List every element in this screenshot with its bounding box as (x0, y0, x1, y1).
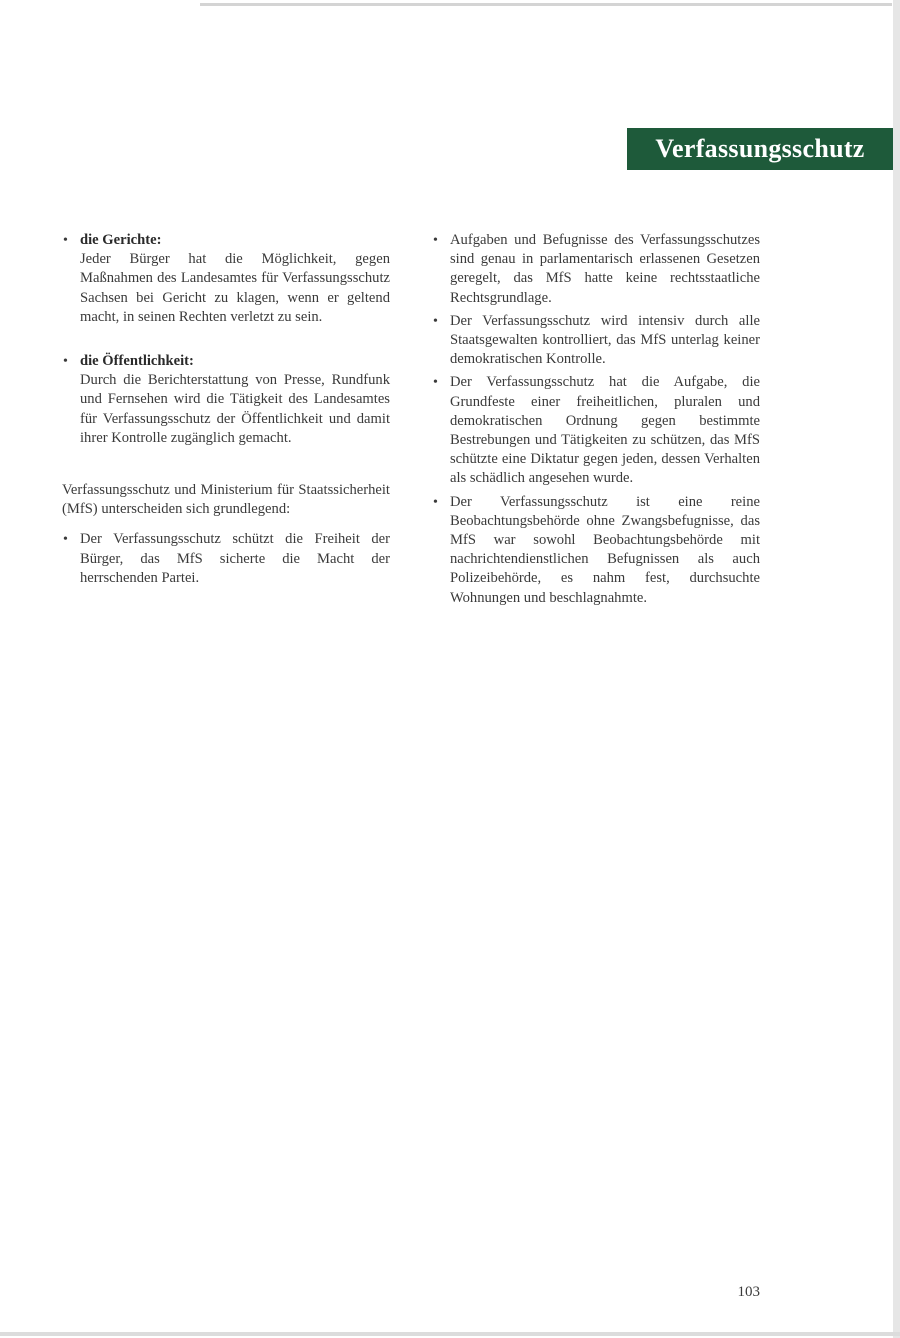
list-item (432, 231, 760, 308)
top-edge-rule (200, 3, 892, 6)
item-text: Der Verfassungsschutz schützt die Freiheit der Bürger, das MfS sicherte die Macht der herrschenden Partei. (80, 531, 390, 586)
item-text: Durch die Berichterstattung von Presse, Rundfunk und Fernsehen wird die Tätigkeit des Landesamtes für Verfassungsschutz der Öffentlichkeit und damit ihrer Kontrolle zugänglich gemacht. (80, 372, 390, 446)
bullet-icon: • (433, 313, 438, 329)
section-title-banner: Verfassungsschutz (627, 128, 893, 170)
list-item (432, 373, 760, 488)
comparison-intro: Verfassungsschutz und Ministerium für Staatssicherheit (MfS) unterscheiden sich grundlegend: (62, 482, 390, 518)
bullet-icon: • (433, 375, 438, 391)
bullet-icon: • (63, 354, 68, 370)
bottom-edge-rule (0, 1332, 900, 1336)
bullet-icon: • (63, 233, 68, 248)
list-item (62, 231, 390, 327)
list-item (62, 530, 390, 588)
left-column (62, 231, 390, 588)
bullet-icon: • (433, 494, 438, 510)
item-heading: die Öffentlichkeit: (80, 353, 194, 370)
list-item (62, 352, 390, 448)
list-item (432, 312, 760, 370)
list-item (432, 493, 760, 608)
right-column (432, 231, 760, 608)
page-edge-shadow (893, 0, 900, 1338)
page-number: 103 (737, 1284, 760, 1300)
item-text: Der Verfassungsschutz wird intensiv durch alle Staatsgewalten kontrolliert, das MfS unterlag keiner demokratischen Kontrolle. (450, 312, 760, 368)
item-text: Aufgaben und Befugnisse des Verfassungsschutzes sind genau in parlamentarisch erlassenen Gesetzen geregelt, das MfS hatte keine rechtsstaatliche Rechtsgrundlage. (450, 232, 760, 306)
bullet-icon: • (63, 532, 68, 548)
bullet-icon: • (433, 233, 438, 248)
item-text: Der Verfassungsschutz ist eine reine Beobachtungsbehörde ohne Zwangsbefugnisse, das MfS war sowohl Beobachtungsbehörde mit nachrichtendienstlichen Befugnissen als auch Polizeibehörde, es nahm fest, durchsuchte Wohnungen und beschlagnahmte. (450, 493, 760, 606)
item-text: Jeder Bürger hat die Möglichkeit, gegen Maßnahmen des Landesamtes für Verfassungsschutz Sachsen bei Gericht zu klagen, wenn er geltend macht, in seinen Rechten verletzt zu sein. (80, 251, 390, 325)
item-text: Der Verfassungsschutz hat die Aufgabe, die Grundfeste einer freiheitlichen, pluralen und demokratischen Ordnung gegen bestimmte Bestrebungen und Tätigkeiten zu schützen, das MfS schützte eine Diktatur gegen jeden, dessen Verhalten als schädlich angesehen wurde. (450, 374, 760, 487)
item-heading: die Gerichte: (80, 232, 162, 248)
